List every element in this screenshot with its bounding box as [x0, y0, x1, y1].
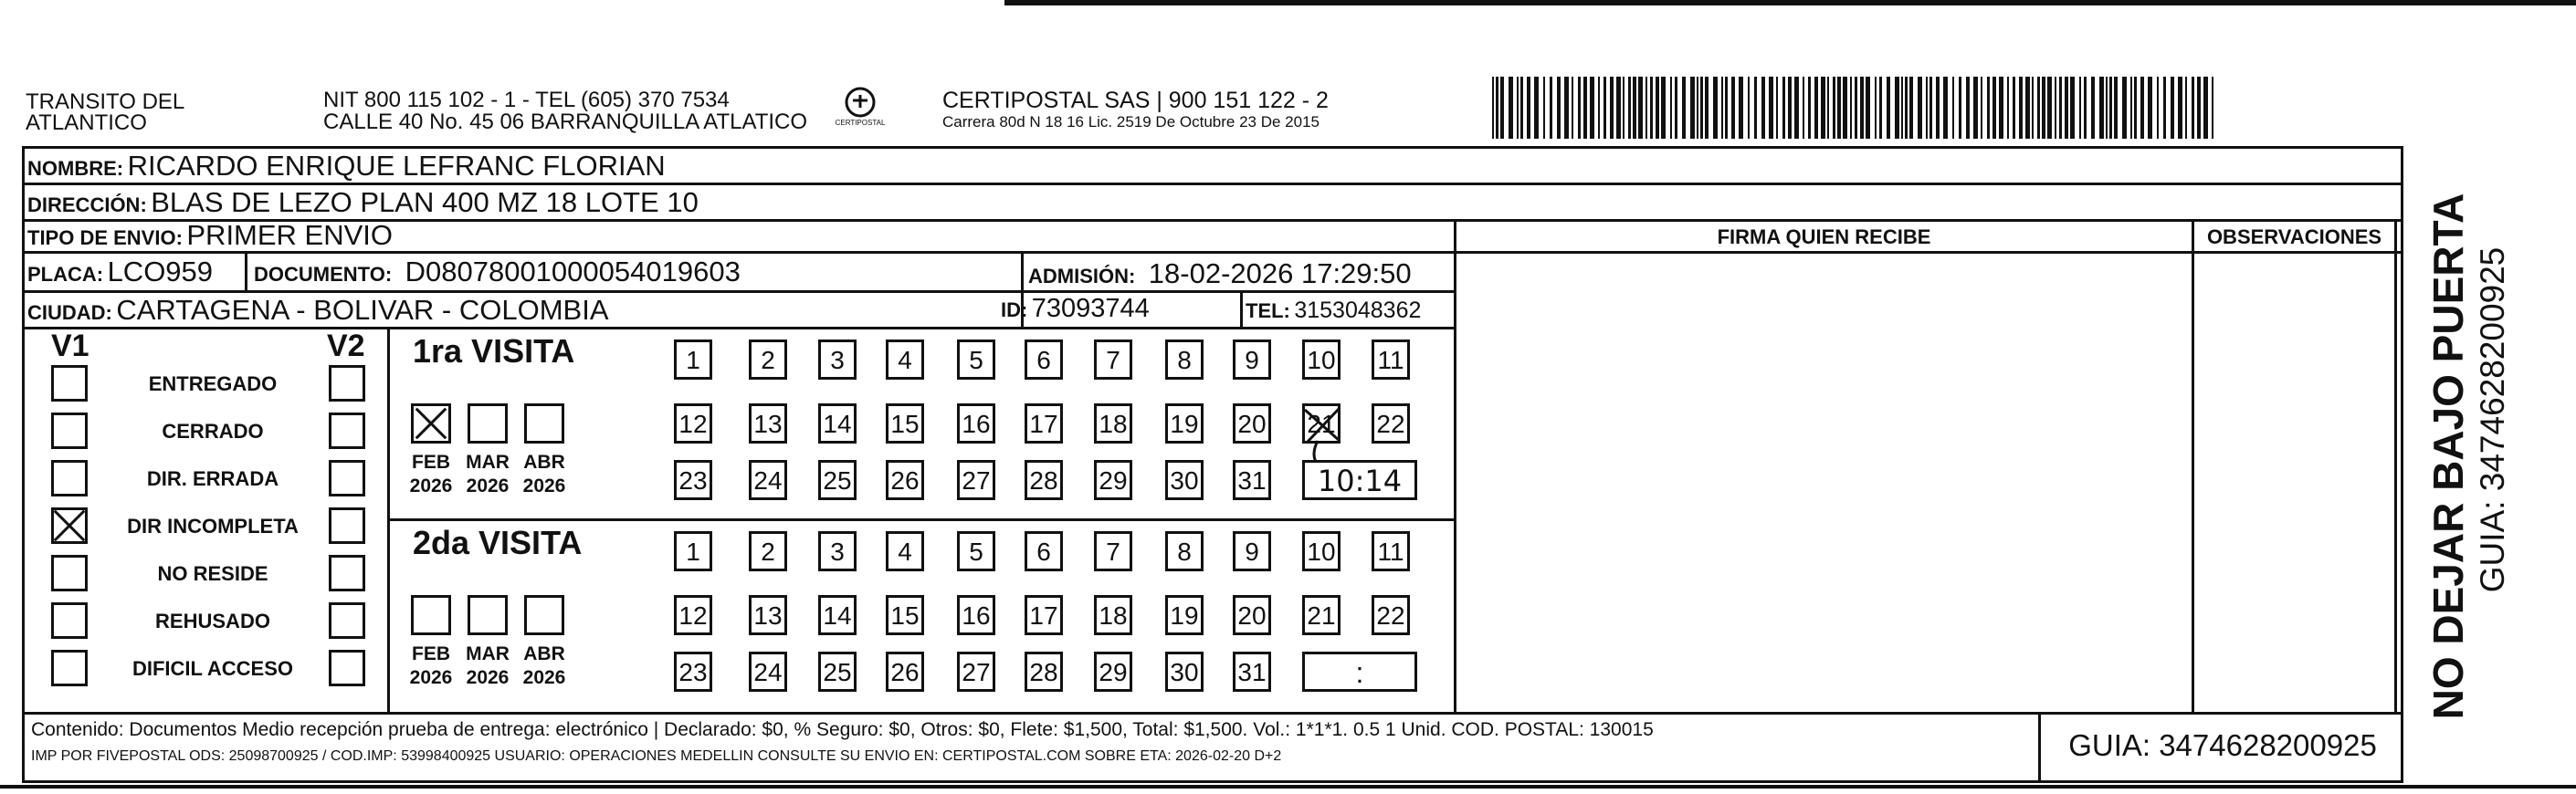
company-address: Carrera 80d N 18 16 Lic. 2519 De Octubre 23 De 2015 — [942, 113, 1320, 131]
v2-checkbox[interactable] — [329, 460, 365, 496]
admision-label: ADMISIÓN: — [1028, 265, 1136, 287]
v1-checkbox[interactable] — [51, 555, 88, 591]
logo-text: CERTIPOSTAL — [835, 119, 886, 127]
month-year: 2026 — [466, 475, 510, 496]
barcode-bar — [1875, 77, 1877, 139]
scan-edge-bottom — [0, 785, 2576, 789]
barcode-bar — [1603, 77, 1606, 139]
day-box[interactable]: 9 — [1233, 340, 1271, 380]
barcode-bar — [2134, 77, 2137, 139]
month-checkbox[interactable] — [468, 595, 508, 635]
barcode-bar — [1761, 77, 1765, 139]
barcode-bar — [1616, 77, 1621, 139]
day-box[interactable]: 24 — [749, 652, 787, 692]
barcode-bar — [1926, 77, 1928, 139]
tipo-row — [27, 219, 393, 252]
v2-checkbox[interactable] — [329, 555, 365, 591]
barcode-bar — [1748, 77, 1750, 139]
barcode-bar — [1879, 77, 1882, 139]
tel-value: 3153048362 — [1294, 298, 1422, 323]
barcode-bar — [1492, 77, 1494, 139]
barcode-bar — [1943, 77, 1948, 139]
handwritten-mark — [1299, 401, 1347, 466]
nombre-value: RICARDO ENRIQUE LEFRANC FLORIAN — [127, 150, 666, 182]
condition-label: DIR. ERRADA — [146, 467, 279, 490]
barcode-bar — [1999, 77, 2003, 139]
barcode-bar — [1500, 77, 1504, 139]
barcode-bar — [1705, 77, 1709, 139]
rule — [22, 712, 2403, 715]
side-warning: NO DEJAR BAJO PUERTA — [2424, 193, 2472, 720]
barcode-bar — [1670, 77, 1672, 139]
divider — [1454, 219, 1456, 714]
barcode-bar — [1557, 77, 1561, 139]
direccion-row — [27, 186, 699, 219]
barcode-bar — [1952, 77, 1954, 139]
barcode-bar — [2163, 77, 2166, 139]
month-label — [517, 451, 572, 498]
visit-time[interactable]: : — [1302, 652, 1417, 692]
barcode-bar — [1697, 77, 1698, 139]
month-checkbox[interactable] — [411, 595, 451, 635]
month-checkbox[interactable] — [524, 403, 564, 444]
barcode-bar — [1645, 77, 1647, 139]
direccion-value: BLAS DE LEZO PLAN 400 MZ 18 LOTE 10 — [151, 186, 699, 218]
day-box[interactable]: 14 — [818, 595, 857, 635]
day-box[interactable]: 30 — [1165, 460, 1204, 500]
barcode-bar — [1855, 77, 1857, 139]
condition-label: CERRADO — [162, 420, 264, 443]
barcode-bar — [1520, 77, 1523, 139]
placa-label: PLACA: — [27, 263, 104, 286]
v2-checkbox[interactable] — [329, 365, 365, 402]
day-box[interactable]: 10 — [1302, 340, 1341, 380]
barcode-bar — [2185, 77, 2187, 139]
day-box[interactable]: 5 — [957, 531, 995, 571]
placa-value: LCO959 — [107, 256, 214, 287]
day-box[interactable]: 7 — [1094, 340, 1132, 380]
ciudad-label: CIUDAD: — [27, 301, 112, 324]
v2-checkbox[interactable] — [329, 413, 365, 449]
ciudad-row — [27, 294, 609, 327]
sender-address: CALLE 40 No. 45 06 BARRANQUILLA ATLATICO — [323, 110, 808, 134]
ciudad-value: CARTAGENA - BOLIVAR - COLOMBIA — [116, 294, 609, 326]
day-box[interactable]: 25 — [818, 652, 857, 692]
certipostal-logo — [833, 82, 888, 135]
divider — [387, 518, 1456, 521]
barcode-bar — [1675, 77, 1677, 139]
month-label — [460, 643, 515, 690]
barcode-bar — [1628, 77, 1631, 139]
day-box[interactable]: 13 — [749, 403, 787, 444]
barcode-bar — [1936, 77, 1940, 139]
day-box[interactable]: 21 — [1302, 403, 1341, 444]
sender-line1: TRANSITO DEL — [26, 89, 185, 114]
barcode-bar — [2055, 77, 2056, 139]
barcode-bar — [1866, 77, 1870, 139]
visit-title: 2da VISITA — [413, 524, 583, 561]
barcode-bar — [1827, 77, 1829, 139]
day-box[interactable]: 17 — [1025, 595, 1063, 635]
barcode-bar — [1725, 77, 1728, 139]
day-box[interactable]: 17 — [1025, 403, 1063, 444]
admision-value: 18-02-2026 17:29:50 — [1148, 257, 1412, 289]
barcode-bar — [1509, 77, 1513, 139]
observaciones-area[interactable] — [2199, 256, 2389, 708]
barcode-bar — [1623, 77, 1624, 139]
barcode-bar — [1633, 77, 1636, 139]
day-box[interactable]: 1 — [674, 340, 712, 380]
barcode-bar — [2037, 77, 2040, 139]
barcode-bar — [2178, 77, 2182, 139]
day-box[interactable]: 10 — [1302, 531, 1341, 571]
barcode-bar — [2025, 77, 2030, 139]
month-name: ABR — [523, 643, 565, 664]
month-name: ABR — [523, 452, 565, 473]
month-label — [404, 643, 458, 690]
documento-cell — [254, 256, 741, 288]
day-box[interactable]: 28 — [1025, 460, 1063, 500]
footer-guia: GUIA: 3474628200925 — [2068, 728, 2377, 762]
barcode-bar — [1909, 77, 1913, 139]
barcode-bar — [2109, 77, 2112, 139]
barcode-bar — [1782, 77, 1785, 139]
day-box[interactable]: 4 — [886, 531, 924, 571]
day-box[interactable]: 15 — [886, 595, 924, 635]
day-box[interactable]: 18 — [1094, 403, 1132, 444]
footer-imp: IMP POR FIVEPOSTAL ODS: 25098700925 / COD.IMP: 53998400925 USUARIO: OPERACIONES MEDELLIN CONSULTE SU ENVIO EN: CERTIPOSTAL.COM SOBRE ETA: 2026-02-20 D+2 — [31, 748, 1282, 764]
divider — [2192, 219, 2194, 714]
day-box[interactable]: 6 — [1025, 531, 1063, 571]
month-name: MAR — [466, 452, 510, 473]
barcode-bar — [2007, 77, 2009, 139]
month-checkbox[interactable] — [524, 595, 564, 635]
barcode-bar — [2047, 77, 2052, 139]
barcode-bar — [1578, 77, 1581, 139]
barcode-bar — [2130, 77, 2132, 139]
barcode-bar — [1803, 77, 1804, 139]
month-name: MAR — [466, 643, 510, 664]
barcode-bar — [1776, 77, 1778, 139]
month-name: FEB — [412, 452, 450, 473]
day-box[interactable]: 3 — [818, 340, 857, 380]
day-box[interactable]: 21 — [1302, 595, 1341, 635]
day-box[interactable]: 22 — [1372, 403, 1410, 444]
barcode-bar — [1598, 77, 1600, 139]
day-box[interactable]: 31 — [1233, 652, 1271, 692]
id-label: ID: — [1001, 298, 1028, 321]
day-box[interactable]: 20 — [1233, 595, 1271, 635]
barcode-bar — [1901, 77, 1903, 139]
barcode-bar — [1700, 77, 1703, 139]
barcode-bar — [1739, 77, 1743, 139]
barcode-bar — [1973, 77, 1978, 139]
barcode-bar — [1887, 77, 1890, 139]
day-box[interactable]: 11 — [1372, 531, 1410, 571]
day-box[interactable]: 31 — [1233, 460, 1271, 500]
barcode-bar — [2059, 77, 2062, 139]
day-box[interactable]: 24 — [749, 460, 787, 500]
day-box[interactable]: 14 — [818, 403, 857, 444]
barcode-bar — [1583, 77, 1587, 139]
tipo-value: PRIMER ENVIO — [186, 219, 394, 251]
day-box[interactable]: 16 — [957, 595, 995, 635]
day-box[interactable]: 6 — [1025, 340, 1063, 380]
id-value: 73093744 — [1031, 294, 1150, 323]
v1-checkbox[interactable] — [51, 507, 88, 544]
v1-checkbox[interactable] — [51, 413, 88, 449]
barcode-bar — [1543, 77, 1545, 139]
month-year: 2026 — [522, 667, 566, 688]
barcode-bar — [1959, 77, 1961, 139]
barcode-bar — [1833, 77, 1835, 139]
barcode-bar — [1905, 77, 1908, 139]
barcode-bar — [1850, 77, 1852, 139]
barcode-bar — [1794, 77, 1799, 139]
day-box[interactable]: 27 — [957, 460, 995, 500]
barcode-bar — [1527, 77, 1530, 139]
divider — [2038, 712, 2041, 783]
barcode-bar — [1682, 77, 1686, 139]
day-box[interactable]: 19 — [1165, 595, 1204, 635]
day-box[interactable]: 18 — [1094, 595, 1132, 635]
barcode-bar — [1987, 77, 1990, 139]
month-checkbox[interactable] — [468, 403, 508, 444]
divider — [1240, 290, 1243, 329]
barcode-bar — [1814, 77, 1818, 139]
v1-checkbox[interactable] — [51, 602, 88, 639]
visit-title: 1ra VISITA — [413, 332, 575, 370]
condition-label: REHUSADO — [155, 610, 270, 632]
barcode-bar — [2114, 77, 2118, 139]
day-box[interactable]: 26 — [886, 460, 924, 500]
signature-area[interactable] — [1461, 256, 2182, 708]
barcode-bar — [1860, 77, 1864, 139]
day-box[interactable]: 27 — [957, 652, 995, 692]
barcode-bar — [2212, 77, 2213, 139]
month-year: 2026 — [466, 667, 510, 688]
barcode-bar — [1929, 77, 1932, 139]
barcode-bar — [1808, 77, 1811, 139]
day-box[interactable]: 3 — [818, 531, 857, 571]
barcode-bar — [2042, 77, 2045, 139]
condition-label: ENTREGADO — [148, 372, 278, 395]
barcode-bar — [1981, 77, 1982, 139]
barcode-bar — [1638, 77, 1643, 139]
barcode-bar — [1837, 77, 1841, 139]
condition-label: DIR INCOMPLETA — [127, 515, 299, 538]
month-year: 2026 — [409, 667, 453, 688]
barcode-bar — [1564, 77, 1569, 139]
barcode-bar — [2171, 77, 2174, 139]
v1-label: V1 — [51, 329, 89, 363]
barcode-bar — [2065, 77, 2068, 139]
month-label — [404, 451, 458, 498]
month-year: 2026 — [522, 475, 566, 496]
barcode-bar — [1534, 77, 1539, 139]
barcode-bar — [1895, 77, 1899, 139]
barcode-bar — [2122, 77, 2127, 139]
documento-label: DOCUMENTO: — [254, 263, 393, 286]
barcode-bar — [2099, 77, 2104, 139]
barcode-bar — [2084, 77, 2087, 139]
day-box[interactable]: 23 — [674, 652, 712, 692]
barcode-bar — [2070, 77, 2075, 139]
barcode-bar — [1656, 77, 1659, 139]
day-box[interactable]: 29 — [1094, 460, 1132, 500]
visit-time[interactable]: 10:14 — [1302, 460, 1417, 500]
v2-checkbox[interactable] — [329, 507, 365, 544]
barcode-bar — [1788, 77, 1792, 139]
sender-nit: NIT 800 115 102 - 1 - TEL (605) 370 7534 — [323, 88, 730, 112]
barcode-bar — [1517, 77, 1519, 139]
day-box[interactable]: 15 — [886, 403, 924, 444]
v2-checkbox[interactable] — [329, 602, 365, 639]
month-year: 2026 — [409, 475, 453, 496]
barcode-bar — [2091, 77, 2095, 139]
day-box[interactable]: 4 — [886, 340, 924, 380]
footer-contenido: Contenido: Documentos Medio recepción prueba de entrega: electrónico | Declarado: $0, % Seguro: $0, Otros: $0, Flete: $1,500, Total: $1,500. Vol.: 1*1*1. 0.5 1 Unid. COD. POSTAL: 130015 — [31, 719, 1654, 740]
day-box[interactable]: 30 — [1165, 652, 1204, 692]
day-box[interactable]: 16 — [957, 403, 995, 444]
day-box[interactable]: 19 — [1165, 403, 1204, 444]
barcode-bar — [2140, 77, 2144, 139]
barcode-bar — [1843, 77, 1847, 139]
day-box[interactable]: 26 — [886, 652, 924, 692]
documento-value: D08078001000054019603 — [405, 256, 741, 287]
tel-cell — [1246, 298, 1421, 324]
barcode-bar — [2197, 77, 2201, 139]
month-name: FEB — [412, 643, 450, 664]
barcode-bar — [1713, 77, 1718, 139]
barcode-bar — [1690, 77, 1695, 139]
barcode-bar — [1731, 77, 1735, 139]
barcode-bar — [1966, 77, 1970, 139]
day-box[interactable]: 8 — [1165, 531, 1204, 571]
tel-label: TEL: — [1246, 299, 1290, 322]
day-box[interactable]: 23 — [674, 460, 712, 500]
v1-checkbox[interactable] — [51, 650, 88, 686]
day-box[interactable]: 11 — [1372, 340, 1410, 380]
day-box[interactable]: 13 — [749, 595, 787, 635]
barcode-bar — [2203, 77, 2208, 139]
day-box[interactable]: 7 — [1094, 531, 1132, 571]
day-box[interactable]: 25 — [818, 460, 857, 500]
day-box[interactable]: 22 — [1372, 595, 1410, 635]
day-box[interactable]: 29 — [1094, 652, 1132, 692]
month-checkbox[interactable] — [411, 403, 451, 444]
barcode-bar — [1754, 77, 1757, 139]
barcode-bar — [1550, 77, 1552, 139]
barcode-bar — [2106, 77, 2108, 139]
day-box[interactable]: 12 — [674, 403, 712, 444]
barcode-bar — [1721, 77, 1723, 139]
barcode-bar — [1918, 77, 1922, 139]
barcode-bar — [1661, 77, 1666, 139]
side-guia: GUIA: 3474628200925 — [2474, 246, 2511, 593]
tipo-label: TIPO DE ENVIO: — [27, 226, 183, 249]
v2-label: V2 — [327, 329, 365, 363]
sender-line2: ATLANTICO — [26, 110, 147, 135]
divider — [245, 254, 247, 292]
day-box[interactable]: 8 — [1165, 340, 1204, 380]
barcode-bar — [2013, 77, 2015, 139]
barcode-bar — [1590, 77, 1594, 139]
day-box[interactable]: 12 — [674, 595, 712, 635]
divider — [2394, 219, 2397, 714]
barcode-bar — [2019, 77, 2023, 139]
barcode-bar — [2148, 77, 2152, 139]
nombre-row — [27, 150, 666, 183]
rule — [22, 183, 2403, 185]
company-name: CERTIPOSTAL SAS | 900 151 122 - 2 — [942, 88, 1329, 113]
day-box[interactable]: 5 — [957, 340, 995, 380]
barcode — [1492, 77, 2219, 139]
id-cell — [1001, 294, 1150, 324]
barcode-bar — [1992, 77, 1996, 139]
day-box[interactable]: 20 — [1233, 403, 1271, 444]
firma-label: FIRMA QUIEN RECIBE — [1717, 225, 1931, 248]
barcode-bar — [1610, 77, 1614, 139]
barcode-bar — [2079, 77, 2081, 139]
v2-checkbox[interactable] — [329, 650, 365, 686]
v1-checkbox[interactable] — [51, 460, 88, 496]
barcode-bar — [1496, 77, 1498, 139]
condition-label: NO RESIDE — [157, 562, 268, 585]
day-box[interactable]: 1 — [674, 531, 712, 571]
day-box[interactable]: 28 — [1025, 652, 1063, 692]
barcode-bar — [1821, 77, 1825, 139]
v1-checkbox[interactable] — [51, 365, 88, 402]
direccion-label: DIRECCIÓN: — [27, 193, 147, 216]
nombre-label: NOMBRE: — [27, 157, 124, 180]
observaciones-label: OBSERVACIONES — [2206, 225, 2382, 248]
barcode-bar — [1769, 77, 1773, 139]
placa-cell — [27, 256, 213, 288]
admision-cell — [1028, 257, 1412, 290]
scan-edge-top — [1004, 0, 2576, 5]
barcode-bar — [1572, 77, 1573, 139]
day-box[interactable]: 2 — [749, 340, 787, 380]
barcode-bar — [2032, 77, 2034, 139]
barcode-bar — [2192, 77, 2194, 139]
barcode-bar — [1650, 77, 1653, 139]
barcode-bar — [2157, 77, 2159, 139]
month-label — [460, 451, 515, 498]
condition-label: DIFICIL ACCESO — [131, 657, 293, 680]
day-box[interactable]: 2 — [749, 531, 787, 571]
month-label — [517, 643, 572, 690]
day-box[interactable]: 9 — [1233, 531, 1271, 571]
